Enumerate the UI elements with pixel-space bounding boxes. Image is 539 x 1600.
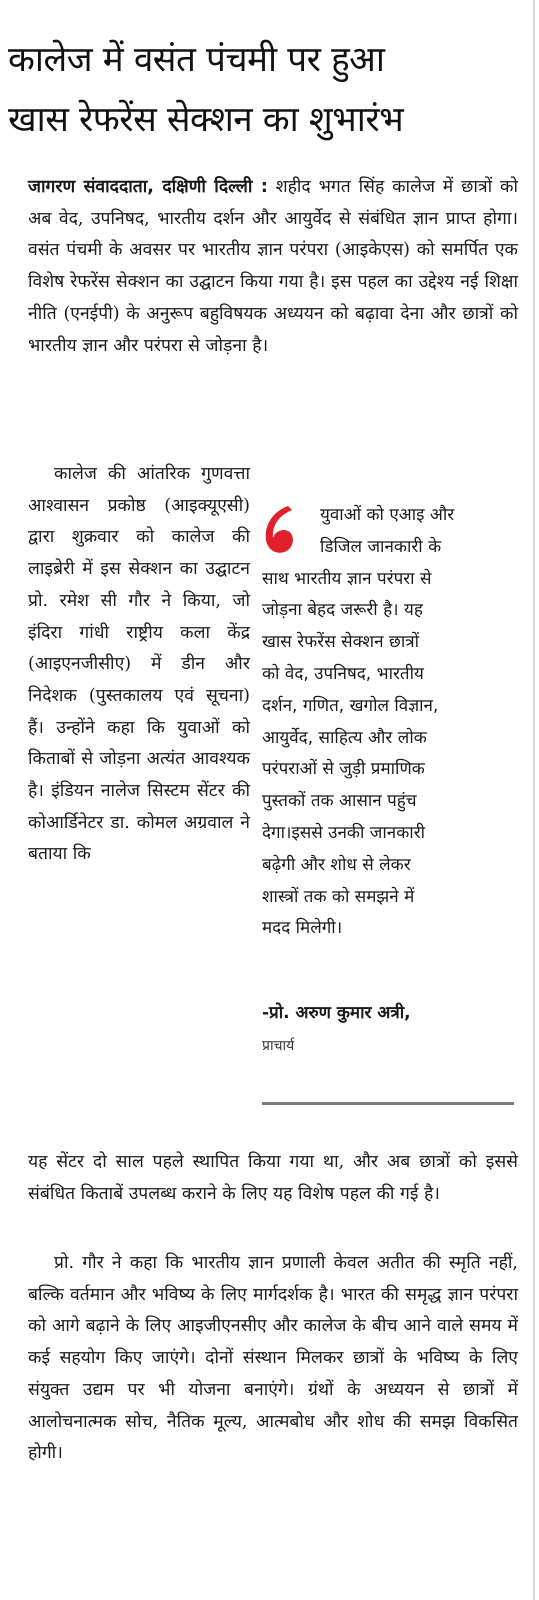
headline-line-1: कालेज में वसंत पंचमी पर हुआ: [8, 40, 385, 80]
article-paragraph-3: यह सेंटर दो साल पहले स्थापित किया गया था, और अब छात्रों को इससे संबंधित किताबें उपलब्ध कराने के लिए यह विशेष पहल की गई है।: [28, 1152, 518, 1204]
headline-line-2: खास रेफरेंस सेक्शन का शुभारंभ: [8, 100, 404, 140]
quote-line: जोड़ना बेहद जरूरी है। यह: [262, 600, 423, 621]
headline: [8, 30, 528, 150]
quote-line: युवाओं को एआइ और: [320, 505, 455, 525]
quote-line: पुस्तकों तक आसान पहुंच: [262, 791, 417, 812]
quote-line: शास्त्रों तक को समझने में: [262, 886, 415, 907]
byline: जागरण संवाददाता, दक्षिणी दिल्ली :: [28, 177, 268, 197]
article-paragraph-4: प्रो. गौर ने कहा कि भारतीय ज्ञान प्रणाली केवल अतीत की स्मृति नहीं, बल्कि वर्तमान और भविष्य के लिए मार्गदर्शक है। भारत की समृद्ध ज्ञान परंपरा को आगे बढ़ाने के लिए आइजीएनसीए और कालेज के बीच आने वाले समय में कई सहयोग किए जाएंगे। दोनों संस्थान मिलकर छात्रों के भविष्य के लिए संयुक्त उद्यम पर भी योजना बनाएंगे। ग्रंथों के अध्ययन से छात्रों में आलोचनात्मक सोच, नैतिक मूल्य, आत्मबोध और शोध की समझ विकसित होगी।: [28, 1253, 518, 1464]
quote-attribution: -प्रो. अरुण कुमार अत्री,: [262, 1003, 411, 1023]
quote-line: दर्शन, गणित, खगोल विज्ञान,: [262, 695, 439, 716]
page-edge: [533, 0, 535, 1600]
quote-line: डिजिल जानकारी के: [320, 536, 442, 557]
quote-line: देगा।इससे उनकी जानकारी: [262, 822, 426, 843]
quote-divider: [262, 1102, 514, 1105]
quote-line: आयुर्वेद, साहित्य और लोक: [262, 727, 427, 748]
quote-line: खास रेफरेंस सेक्शन छात्रों: [262, 632, 420, 653]
pull-quote: [262, 500, 514, 945]
quote-line: को वेद, उपनिषद, भारतीय: [262, 663, 424, 684]
article-paragraph-1: [28, 172, 518, 362]
quote-line: मदद मिलेगी।: [262, 918, 343, 939]
quote-line: परंपराओं से जुड़ी प्रमाणिक: [262, 759, 425, 780]
article-paragraph-2: कालेज की आंतरिक गुणवत्ता आश्वासन प्रकोष्ठ (आइक्यूएसी) द्वारा शुक्रवार को कालेज की लाइब्रेरी में इस सेक्शन का उद्घाटन प्रो. रमेश सी गौर ने किया, जो इंदिरा गांधी राष्ट्रीय कला केंद्र (आइएनजीसीए) में डीन और निदेशक (पुस्तकालय एवं सूचना) हैं। उन्होंने कहा कि युवाओं को किताबों से जोड़ना अत्यंत आवश्यक है। इंडियन नालेज सिस्टम सेंटर की कोआर्डिनेटर डा. कोमल अग्रवाल ने बताया कि: [28, 464, 250, 865]
quote-role: प्राचार्य: [262, 1038, 295, 1054]
quote-line: बढ़ेगी और शोध से लेकर: [262, 854, 411, 875]
article-paragraph-1-text: शहीद भगत सिंह कालेज में छात्रों को अब वेद, उपनिषद, भारतीय दर्शन और आयुर्वेद से संबंधित ज्ञान प्राप्त होगा। वसंत पंचमी के अवसर पर भारतीय ज्ञान परंपरा (आइकेएस) को समर्पित एक विशेष रेफरेंस सेक्शन का उद्घाटन किया गया है। इस पहल का उद्देश्य नई शिक्षा नीति (एनईपी) के अनुरूप बहुविषयक अध्ययन को बढ़ावा देना और छात्रों को भारतीय ज्ञान और परंपरा से जोड़ना है।: [28, 177, 518, 356]
quote-line: साथ भारतीय ज्ञान परंपरा से: [262, 568, 432, 589]
